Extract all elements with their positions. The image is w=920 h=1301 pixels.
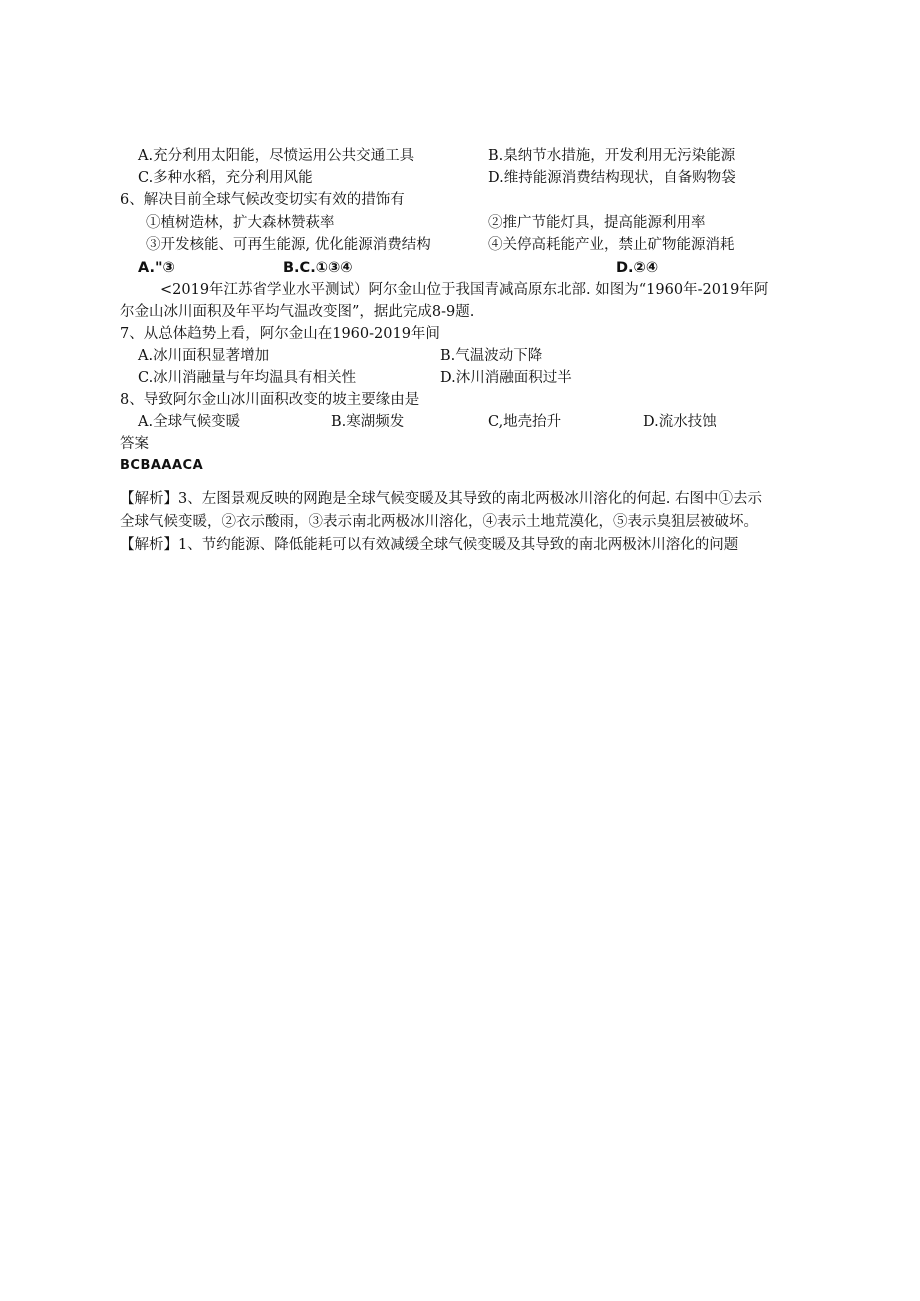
q6-item-2: ②推广节能灯具，提高能源利用率: [488, 215, 706, 231]
q5-option-c: C.多种水稻，充分利用风能: [138, 170, 313, 186]
q7-option-a: A.冰川面积显著增加: [138, 348, 270, 364]
analysis-1-line-1: 【解析】3、左图景观反映的网跑是全球气候变暖及其导致的南北两极冰川溶化的何起. 右图中①去示: [120, 491, 762, 507]
passage-line-1: <2019年江苏省学业水平测试）阿尔金山位于我国青减高原东北部. 如图为“1960年-2019年阿: [160, 282, 769, 298]
q7-option-c: C.冰川消融量与年均温具有相关性: [138, 370, 357, 386]
q8-option-c: C,地壳抬升: [488, 414, 562, 430]
q6-item-3: ③开发核能、可再生能源, 优化能源消费结构: [146, 237, 431, 253]
answer-key: BCBAAACA: [120, 458, 204, 473]
q5-option-b: B.臬纳节水措施，开发利用无污染能源: [488, 148, 736, 164]
q6-item-4: ④关停高耗能产业，禁止矿物能源消耗: [488, 237, 735, 253]
passage-line-2: 尔金山冰川面积及年平均气温改变图”，据此完成8-9题.: [120, 304, 475, 320]
q5-option-d: D.维持能源消费结构现状，自备购物袋: [488, 170, 736, 186]
q7-stem: 7、从总体趋势上看，阿尔金山在1960-2019年间: [120, 326, 440, 342]
q6-stem: 6、解决目前全球气候改变切实有效的措饰有: [120, 192, 405, 208]
q6-option-d: D.②④: [616, 260, 659, 276]
q8-stem: 8、导致阿尔金山冰川面积改变的坡主要缘由是: [120, 392, 420, 408]
q8-option-d: D.流水技蚀: [643, 414, 717, 430]
q6-option-a: A."③: [138, 260, 175, 276]
analysis-2: 【解析】1、节约能源、降低能耗可以有效减缓全球气候变暖及其导致的南北两极沐川溶化的问题: [120, 537, 739, 553]
q5-option-a: A.充分利用太阳能，尽愤运用公共交通工具: [138, 148, 415, 164]
q8-option-b: B.寒湖频发: [331, 414, 405, 430]
q6-item-1: ①植树造林，扩大森林赞萩率: [146, 215, 335, 231]
q7-option-b: B.气温波动下降: [440, 348, 543, 364]
q6-option-bc: B.C.①③④: [283, 260, 353, 276]
analysis-1-line-2: 全球气候变暖，②衣示酸雨，③表示南北两极冰川溶化，④表示土地荒漠化，⑤表示臭狙层被破坏。: [120, 514, 758, 530]
q7-option-d: D.沐川消融面积过半: [440, 370, 572, 386]
answer-label: 答案: [120, 436, 149, 452]
q8-option-a: A.全球气候变暖: [138, 414, 241, 430]
